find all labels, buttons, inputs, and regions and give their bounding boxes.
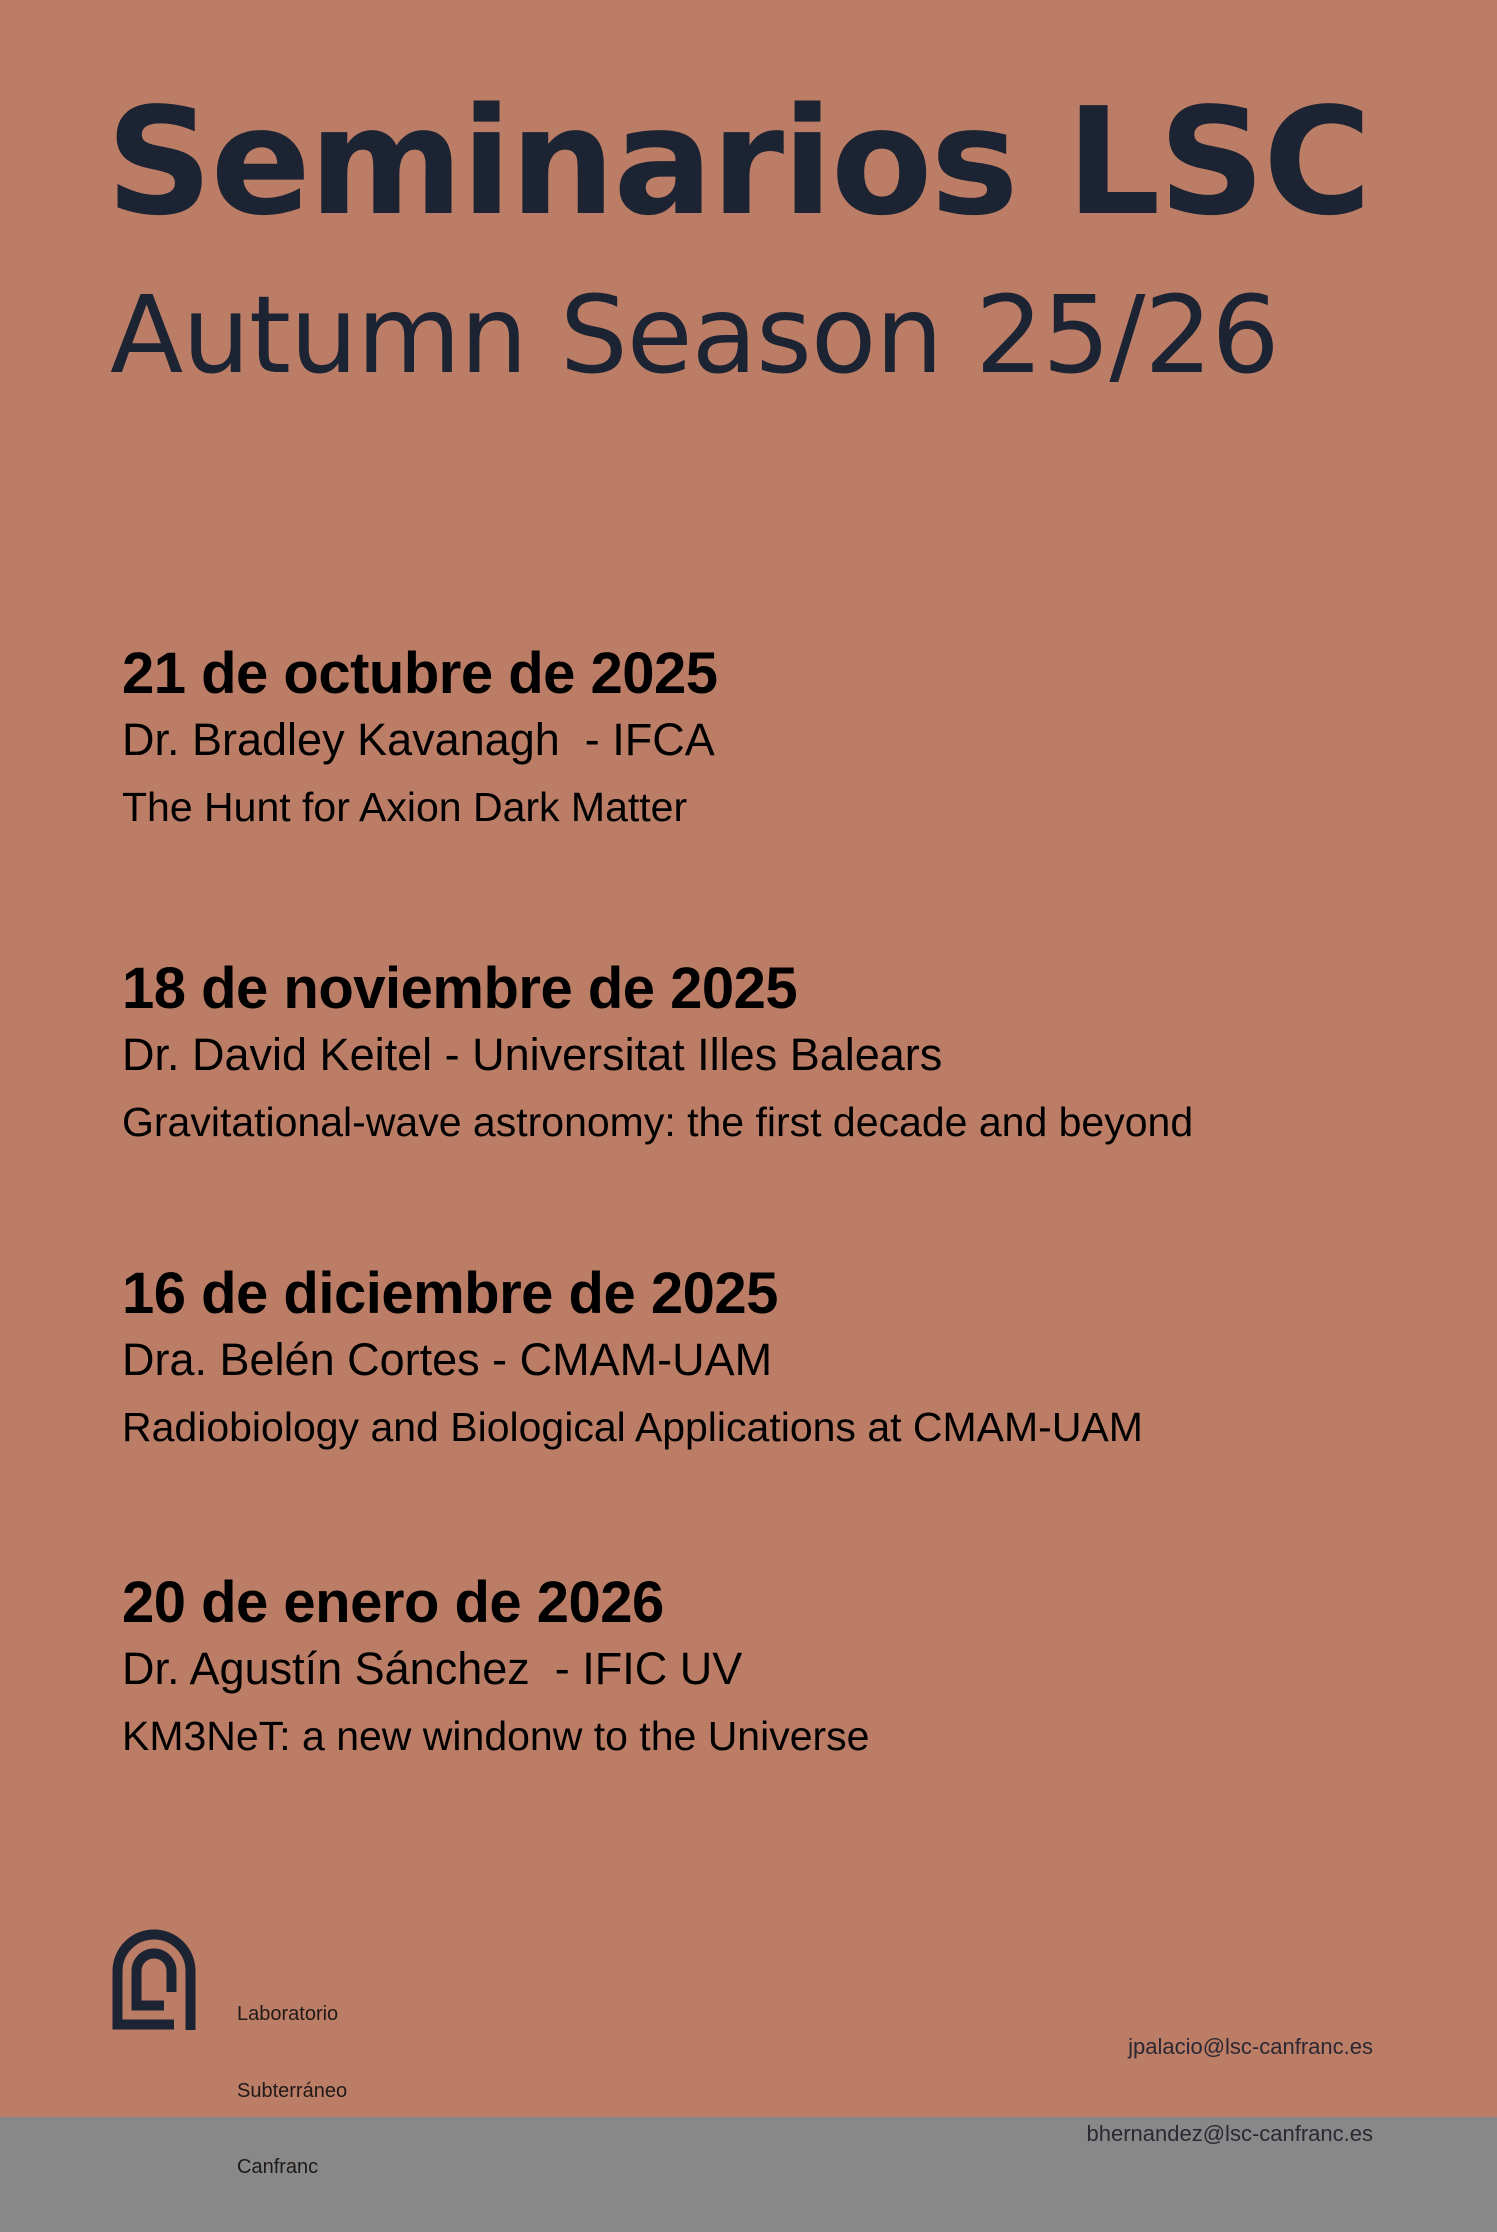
org-name (237, 1951, 347, 2232)
seminar-date: 20 de enero de 2026 (122, 1570, 664, 1635)
page-title: Seminarios LSC (106, 76, 1370, 248)
seminar-speaker: Dra. Belén Cortes - CMAM-UAM (122, 1334, 773, 1385)
seminar-talk-title: The Hunt for Axion Dark Matter (122, 784, 688, 830)
seminar-speaker: Dr. Bradley Kavanagh - IFCA (122, 714, 715, 765)
seminar-speaker: Dr. Agustín Sánchez - IFIC UV (122, 1643, 743, 1694)
seminar-date: 18 de noviembre de 2025 (122, 956, 798, 1021)
seminar-talk-title: Radiobiology and Biological Applications at CMAM-UAM (122, 1404, 1143, 1450)
org-name-line: Canfranc (237, 2156, 319, 2178)
seminar-date: 16 de diciembre de 2025 (122, 1261, 778, 1326)
seminar-entry (122, 641, 718, 830)
org-name-line: Subterráneo (237, 2079, 348, 2102)
seminar-talk-title: KM3NeT: a new windonw to the Universe (122, 1713, 870, 1759)
seminar-speaker: Dr. David Keitel - Universitat Illes Balears (122, 1029, 943, 1080)
email-line: bhernandez@lsc-canfranc.es (1086, 2121, 1373, 2146)
seminar-talk-title: Gravitational-wave astronomy: the first decade and beyond (122, 1099, 1194, 1145)
page-subtitle: Autumn Season 25/26 (110, 274, 1279, 398)
seminar-entry (122, 956, 1194, 1145)
org-name-line: Laboratorio (237, 2003, 339, 2025)
lsc-arch-tunnel-logo-icon (112, 1930, 196, 2030)
seminar-entry (122, 1570, 870, 1759)
email-line: jpalacio@lsc-canfranc.es (1128, 2034, 1373, 2059)
seminar-entry (122, 1261, 1143, 1450)
seminar-date: 21 de octubre de 2025 (122, 641, 718, 706)
email-contacts (1087, 1974, 1373, 2206)
